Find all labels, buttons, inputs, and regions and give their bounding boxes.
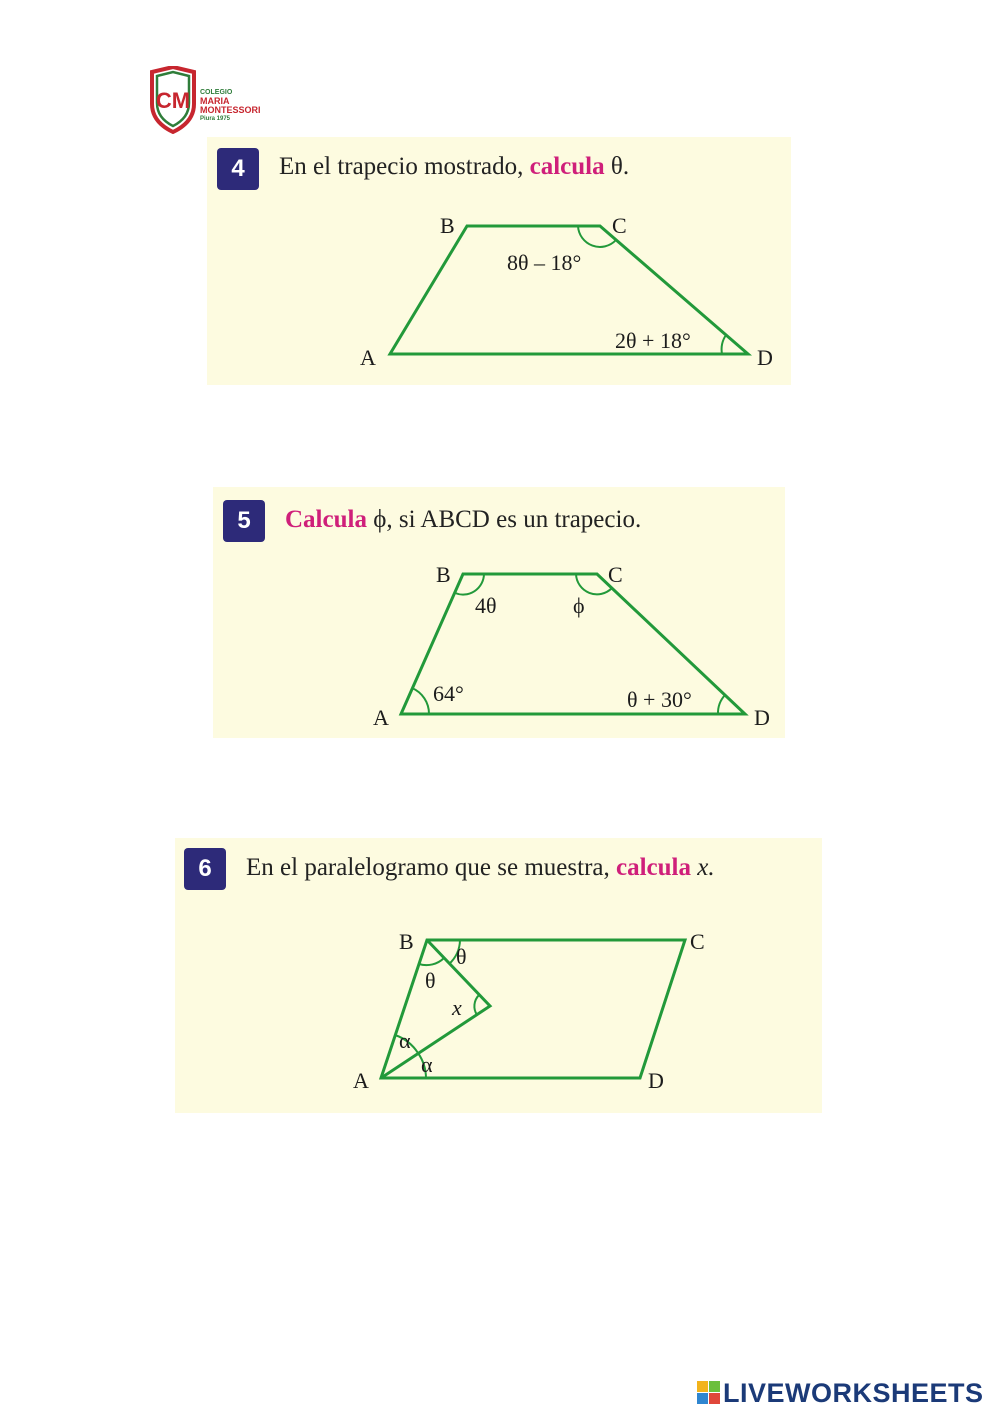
angle-label-theta-upper: θ: [456, 944, 467, 969]
school-logo: [148, 66, 288, 136]
problem-statement: En el trapecio mostrado, calcula θ.: [279, 153, 630, 180]
vertex-d-label: D: [648, 1068, 664, 1093]
vertex-a-label: A: [353, 1068, 369, 1093]
vertex-c-label: C: [612, 213, 627, 238]
angle-label-c: 8θ – 18°: [507, 250, 582, 275]
parallelogram-figure: [175, 838, 822, 1113]
vertex-a-label: A: [373, 705, 389, 730]
angle-label-d: θ + 30°: [627, 687, 692, 712]
problem-number-badge: 5: [223, 500, 265, 542]
angle-label-c: ϕ: [573, 593, 585, 618]
trapezoid-shape: [390, 226, 748, 354]
shield-icon: [148, 66, 198, 134]
problem-number-badge: 6: [184, 848, 226, 890]
liveworksheets-icon: [697, 1381, 721, 1405]
vertex-d-label: D: [757, 345, 773, 370]
angle-arc-d: [722, 335, 726, 354]
angle-label-theta-lower: θ: [425, 968, 436, 993]
trapezoid-figure: [213, 487, 785, 738]
vertex-a-label: A: [360, 345, 376, 370]
trapezoid-figure: [207, 137, 791, 385]
problem-6-card: [175, 838, 822, 1113]
angle-label-x: x: [452, 995, 462, 1020]
angle-arc-b-lower: [419, 958, 444, 965]
svg-text:CM: CM: [155, 88, 191, 113]
angle-label-b: 4θ: [475, 593, 497, 618]
angle-label-a: 64°: [433, 681, 464, 706]
vertex-b-label: B: [436, 562, 451, 587]
angle-label-alpha-upper: α: [399, 1028, 411, 1053]
vertex-d-label: D: [754, 705, 770, 730]
vertex-c-label: C: [608, 562, 623, 587]
school-name: COLEGIO MARIA MONTESSORI Piura 1975: [200, 89, 261, 122]
vertex-b-label: B: [440, 213, 455, 238]
vertex-b-label: B: [399, 929, 414, 954]
brand-name: LIVEWORKSHEETS: [723, 1378, 984, 1408]
angle-arc-a: [412, 688, 429, 714]
problem-statement: En el paralelogramo que se muestra, calcula x.: [246, 854, 715, 881]
liveworksheets-brand: [697, 1378, 997, 1408]
problem-5-card: [213, 487, 785, 738]
problem-statement: Calcula ϕ, si ABCD es un trapecio.: [285, 506, 642, 533]
problem-number-badge: 4: [217, 148, 259, 190]
angle-arc-d: [718, 695, 725, 714]
angle-label-alpha-lower: α: [421, 1052, 433, 1077]
vertex-c-label: C: [690, 929, 705, 954]
angle-label-d: 2θ + 18°: [615, 328, 691, 353]
problem-4-card: [207, 137, 791, 385]
